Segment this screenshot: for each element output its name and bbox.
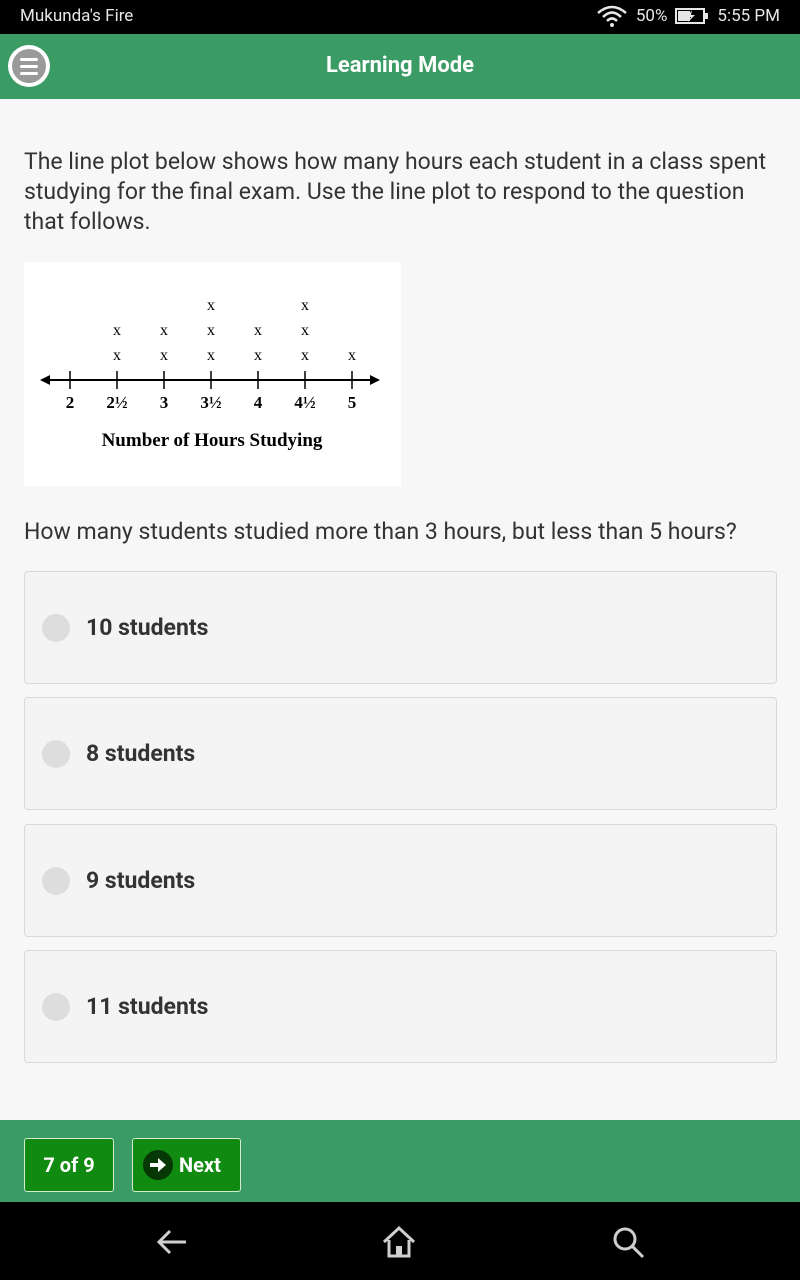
axis-arrow-left-icon <box>40 375 50 385</box>
app-bar <box>0 34 800 99</box>
answer-label: 10 students <box>86 614 209 641</box>
data-mark: x <box>160 322 168 339</box>
next-button[interactable] <box>132 1138 241 1192</box>
data-mark: x <box>348 347 356 364</box>
answer-label: 8 students <box>86 740 196 767</box>
page-counter: 7 of 9 <box>24 1138 114 1192</box>
answer-label: 9 students <box>86 867 196 894</box>
data-mark: x <box>207 297 215 314</box>
battery-percent: 50% <box>635 6 668 26</box>
answer-option-4[interactable] <box>24 950 777 1063</box>
data-mark: x <box>254 322 262 339</box>
tick-label: 5 <box>347 393 357 412</box>
radio-button[interactable] <box>42 740 70 768</box>
data-mark: x <box>160 347 168 364</box>
tick-label: 3 <box>159 393 169 412</box>
answer-option-1[interactable] <box>24 571 777 684</box>
tick-label: 4 <box>253 393 263 412</box>
data-mark: x <box>301 347 309 364</box>
radio-button[interactable] <box>42 867 70 895</box>
wifi-icon <box>596 5 628 27</box>
status-bar <box>0 0 800 34</box>
status-icons <box>596 5 780 27</box>
radio-button[interactable] <box>42 993 70 1021</box>
data-mark: x <box>207 322 215 339</box>
question-content <box>0 99 800 1120</box>
clock: 5:55 PM <box>717 6 780 26</box>
search-icon[interactable] <box>608 1222 648 1262</box>
line-plot-image <box>24 262 401 486</box>
radio-button[interactable] <box>42 614 70 642</box>
tick-label: 3½ <box>200 393 222 412</box>
arrow-right-icon <box>143 1150 173 1180</box>
axis-arrow-right-icon <box>370 375 380 385</box>
data-mark: x <box>113 347 121 364</box>
tick-label: 4½ <box>294 393 316 412</box>
line-plot-chart <box>24 262 401 486</box>
answer-option-3[interactable] <box>24 824 777 937</box>
device-name: Mukunda's Fire <box>20 6 134 26</box>
tick-label: 2 <box>65 393 75 412</box>
footer-bar <box>0 1120 800 1202</box>
answer-option-2[interactable] <box>24 697 777 810</box>
next-label: Next <box>179 1153 221 1177</box>
page-title: Learning Mode <box>325 53 475 78</box>
data-mark: x <box>254 347 262 364</box>
navigation-bar <box>0 1202 800 1280</box>
home-icon[interactable] <box>379 1222 419 1262</box>
data-mark: x <box>301 322 309 339</box>
battery-icon <box>675 7 709 25</box>
question-intro: The line plot below shows how many hours each student in a class spent studying for the final exam. Use the line plot to respond to the question that follows. <box>24 148 767 235</box>
question-prompt: How many students studied more than 3 hours, but less than 5 hours? <box>24 518 737 545</box>
answer-label: 11 students <box>86 993 209 1020</box>
data-mark: x <box>207 347 215 364</box>
back-arrow-icon[interactable] <box>152 1222 192 1262</box>
data-mark: x <box>113 322 121 339</box>
x-axis-label: Number of Hours Studying <box>101 430 323 451</box>
tick-label: 2½ <box>106 393 128 412</box>
data-mark: x <box>301 297 309 314</box>
